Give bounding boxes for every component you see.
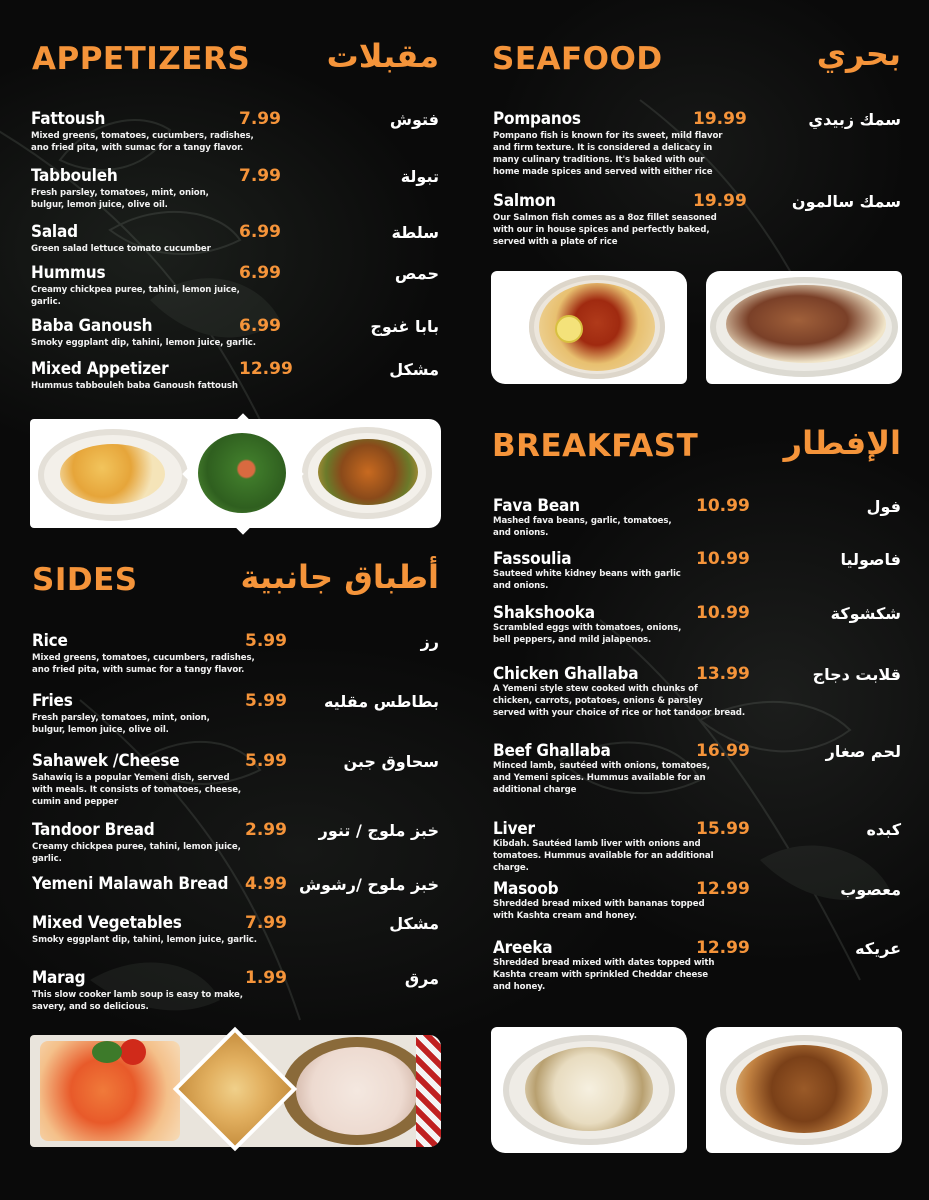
menu-item	[32, 693, 439, 733]
item-name-ar: بابا غنوج	[370, 317, 439, 336]
menu-item	[493, 938, 901, 992]
item-price: 10.99	[696, 496, 750, 516]
menu-item	[32, 970, 439, 1010]
item-name-ar: سمك زبيدي	[808, 110, 901, 129]
menu-item	[31, 224, 439, 264]
item-name-ar: تبولة	[400, 167, 439, 186]
item-description: Fresh parsley, tomatoes, mint, onion, bulgur, lemon juice, olive oil.	[31, 188, 209, 210]
item-price: 19.99	[693, 191, 747, 211]
item-description: Mashed fava beans, garlic, tomatoes, and onions.	[493, 516, 672, 538]
breakfast-title-ar: الإفطار	[783, 424, 901, 462]
item-name: Salad	[31, 222, 78, 242]
item-name: Tandoor Bread	[32, 820, 155, 840]
seafood-title-ar: بحري	[816, 35, 901, 73]
menu-item	[493, 498, 901, 538]
item-price: 6.99	[239, 263, 281, 283]
item-price: 19.99	[693, 109, 747, 129]
menu-item	[31, 111, 439, 151]
item-price: 5.99	[245, 751, 287, 771]
item-price: 13.99	[696, 664, 750, 684]
item-description: Fresh parsley, tomatoes, mint, onion, bulgur, lemon juice, olive oil.	[32, 713, 210, 735]
item-description: Our Salmon fish comes as a 8oz fillet seasoned with our in house spices and perfectly baked, served with a plate of rice	[493, 213, 717, 247]
menu-item	[32, 633, 439, 673]
menu-item	[493, 191, 901, 247]
sides-title: SIDES	[32, 562, 138, 598]
menu-item	[32, 915, 439, 955]
item-description: Shredded bread mixed with dates topped with Kashta cream with sprinkled Cheddar cheese and honey.	[493, 958, 715, 992]
item-description: Creamy chickpea puree, tahini, lemon juice, garlic.	[31, 285, 240, 307]
item-name-ar: عريكه	[855, 939, 901, 958]
item-name: Baba Ganoush	[31, 316, 153, 336]
appetizers-title: APPETIZERS	[32, 41, 251, 77]
item-price: 16.99	[696, 741, 750, 761]
item-description: This slow cooker lamb soup is easy to make, savery, and so delicious.	[32, 990, 243, 1012]
item-name: Tabbouleh	[31, 166, 118, 186]
item-name: Liver	[493, 819, 535, 839]
menu-item	[493, 741, 901, 795]
menu-item	[493, 819, 901, 873]
item-description: Mixed greens, tomatoes, cucumbers, radishes, ano fried pita, with sumac for a tangy flavor.	[31, 131, 254, 153]
item-name-ar: كبده	[866, 820, 901, 839]
sides-title-ar: أطباق جانبية	[240, 558, 439, 596]
breakfast-title: BREAKFAST	[492, 428, 699, 464]
item-price: 4.99	[245, 874, 287, 894]
item-description: Smoky eggplant dip, tahini, lemon juice, garlic.	[31, 338, 256, 348]
item-name: Fava Bean	[493, 496, 580, 516]
item-price: 6.99	[239, 316, 281, 336]
menu-item	[31, 318, 439, 358]
item-price: 15.99	[696, 819, 750, 839]
item-name-ar: مرق	[404, 969, 439, 988]
item-description: Mixed greens, tomatoes, cucumbers, radishes, ano fried pita, with sumac for a tangy flavor.	[32, 653, 255, 675]
item-name-ar: رز	[420, 632, 439, 651]
item-price: 12.99	[239, 359, 293, 379]
item-description: Pompano fish is known for its sweet, mild flavor and firm texture. It is considered a delicacy in many culinary traditions. It's baked with our home made spices and served with either rice	[493, 131, 723, 177]
menu-item	[32, 751, 439, 807]
item-name: Salmon	[493, 191, 556, 211]
item-name-ar: سحاوق جبن	[343, 752, 439, 771]
item-name-ar: قلابت دجاج	[812, 665, 901, 684]
item-name: Chicken Ghallaba	[493, 664, 639, 684]
item-name-ar: سلطة	[391, 223, 439, 242]
menu-item	[493, 881, 901, 921]
item-name-ar: فاصوليا	[840, 550, 901, 569]
item-price: 12.99	[696, 938, 750, 958]
item-name-ar: فول	[866, 497, 901, 516]
item-description: Shredded bread mixed with bananas topped with Kashta cream and honey.	[493, 899, 705, 921]
menu-item	[493, 109, 901, 177]
appetizer-photos	[30, 419, 441, 528]
item-name: Rice	[32, 631, 68, 651]
menu-item	[32, 876, 439, 916]
item-description: Creamy chickpea puree, tahini, lemon juice, garlic.	[32, 842, 241, 864]
seafood-title: SEAFOOD	[492, 41, 663, 77]
item-price: 12.99	[696, 879, 750, 899]
item-name-ar: مشكل	[389, 360, 439, 379]
appetizers-title-ar: مقبلات	[326, 37, 439, 75]
item-name-ar: فتوش	[389, 110, 439, 129]
breakfast-photos	[491, 1027, 902, 1153]
item-name-ar: شكشوكة	[830, 604, 901, 623]
item-name: Mixed Appetizer	[31, 359, 169, 379]
menu-item	[31, 265, 439, 305]
item-price: 7.99	[239, 109, 281, 129]
item-price: 5.99	[245, 691, 287, 711]
item-name: Hummus	[31, 263, 106, 283]
sides-photos	[30, 1035, 441, 1147]
item-price: 1.99	[245, 968, 287, 988]
menu-item	[31, 361, 439, 401]
item-description: Green salad lettuce tomato cucumber	[31, 244, 211, 254]
item-description: Smoky eggplant dip, tahini, lemon juice, garlic.	[32, 935, 257, 945]
item-name: Fassoulia	[493, 549, 572, 569]
item-description: Scrambled eggs with tomatoes, onions, bell peppers, and mild jalapenos.	[493, 623, 682, 645]
item-name: Areeka	[493, 938, 553, 958]
item-name-ar: مشكل	[389, 914, 439, 933]
item-description: Sahawiq is a popular Yemeni dish, served with meals. It consists of tomatoes, cheese, cumin and pepper	[32, 773, 242, 807]
item-name: Fries	[32, 691, 73, 711]
item-description: A Yemeni style stew cooked with chunks of chicken, carrots, potatoes, onions & parsley served with your choice of rice or hot tandoor bread.	[493, 684, 746, 718]
item-price: 6.99	[239, 222, 281, 242]
item-name: Masoob	[493, 879, 559, 899]
item-name-ar: حمص	[394, 264, 439, 283]
item-price: 7.99	[245, 913, 287, 933]
item-name-ar: بطاطس مقليه	[323, 692, 439, 711]
menu-item	[493, 664, 901, 718]
item-description: Hummus tabbouleh baba Ganoush fattoush	[31, 381, 238, 391]
item-price: 7.99	[239, 166, 281, 186]
item-name: Shakshooka	[493, 603, 595, 623]
item-name-ar: معصوب	[840, 880, 901, 899]
item-price: 5.99	[245, 631, 287, 651]
item-description: Sauteed white kidney beans with garlic and onions.	[493, 569, 681, 591]
menu-item	[493, 551, 901, 591]
item-name: Fattoush	[31, 109, 106, 129]
item-description: Minced lamb, sautéed with onions, tomatoes, and Yemeni spices. Hummus available for an additional charge	[493, 761, 710, 795]
menu-item	[31, 168, 439, 208]
item-name-ar: خبز ملوح /رشوش	[298, 875, 439, 894]
item-name: Mixed Vegetables	[32, 913, 182, 933]
item-price: 10.99	[696, 603, 750, 623]
seafood-photos	[491, 271, 902, 384]
item-name: Marag	[32, 968, 86, 988]
item-name-ar: خبز ملوج / تنور	[318, 821, 439, 840]
item-description: Kibdah. Sautéed lamb liver with onions and tomatoes. Hummus available for an additional charge.	[493, 839, 714, 873]
menu-item	[493, 605, 901, 645]
item-name: Sahawek /Cheese	[32, 751, 180, 771]
item-name-ar: سمك سالمون	[791, 192, 901, 211]
item-name-ar: لحم صغار	[825, 742, 901, 761]
item-name: Pompanos	[493, 109, 581, 129]
menu-item	[32, 822, 439, 862]
item-name: Beef Ghallaba	[493, 741, 611, 761]
item-price: 10.99	[696, 549, 750, 569]
item-name: Yemeni Malawah Bread	[32, 874, 229, 894]
item-price: 2.99	[245, 820, 287, 840]
